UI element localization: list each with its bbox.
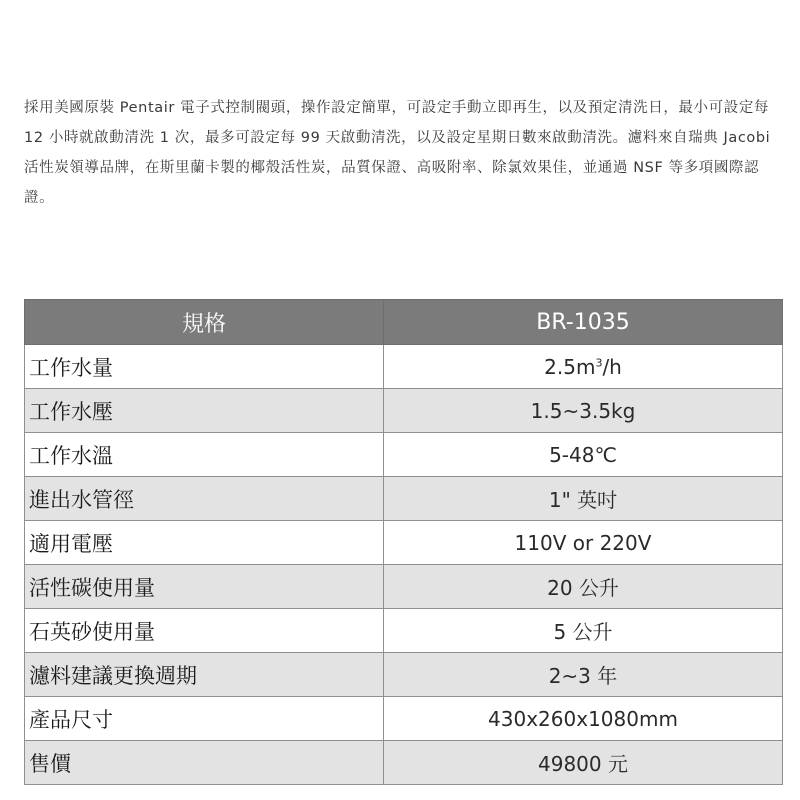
spec-label: 活性碳使用量 xyxy=(25,565,384,609)
spec-value: 1" 英吋 xyxy=(384,477,783,521)
header-label: 規格 xyxy=(25,300,384,345)
spec-label: 產品尺寸 xyxy=(25,697,384,741)
spec-value: 430x260x1080mm xyxy=(384,697,783,741)
spec-label: 工作水壓 xyxy=(25,389,384,433)
spec-table xyxy=(24,299,783,785)
flow-rate-exponent: 3 xyxy=(595,355,603,369)
spec-row-temperature xyxy=(25,433,783,477)
spec-label: 進出水管徑 xyxy=(25,477,384,521)
product-description: 採用美國原裝 Pentair 電子式控制閥頭，操作設定簡單，可設定手動立即再生，以及預定清洗日，最小可設定每 12 小時就啟動清洗 1 次，最多可設定每 99 天啟動清洗，以及設定星期日數來啟動清洗。濾料來自瑞典 Jacobi 活性炭領導品牌，在斯里蘭卡製的椰殼活性炭，品質保證、高吸附率、除氯效果佳，並通過 NSF 等多項國際認證。 xyxy=(24,99,771,206)
spec-row-pipe-diameter xyxy=(25,477,783,521)
header-model: BR-1035 xyxy=(384,300,783,345)
spec-row-flow-rate xyxy=(25,345,783,389)
spec-label: 適用電壓 xyxy=(25,521,384,565)
spec-label: 工作水量 xyxy=(25,345,384,389)
spec-value xyxy=(384,345,783,389)
spec-value: 20 公升 xyxy=(384,565,783,609)
spec-row-replacement-cycle xyxy=(25,653,783,697)
spec-row-carbon-volume xyxy=(25,565,783,609)
spec-value: 2~3 年 xyxy=(384,653,783,697)
spec-label: 濾料建議更換週期 xyxy=(25,653,384,697)
spec-table-header xyxy=(25,300,783,345)
flow-rate-unit: /h xyxy=(602,354,622,379)
spec-label: 售價 xyxy=(25,741,384,785)
spec-value: 49800 元 xyxy=(384,741,783,785)
spec-row-sand-volume xyxy=(25,609,783,653)
spec-row-dimensions xyxy=(25,697,783,741)
spec-row-pressure xyxy=(25,389,783,433)
spec-label: 工作水溫 xyxy=(25,433,384,477)
spec-row-voltage xyxy=(25,521,783,565)
spec-value: 1.5~3.5kg xyxy=(384,389,783,433)
spec-value: 5-48℃ xyxy=(384,433,783,477)
spec-row-price xyxy=(25,741,783,785)
spec-value: 110V or 220V xyxy=(384,521,783,565)
flow-rate-base: 2.5m xyxy=(544,354,596,379)
spec-value: 5 公升 xyxy=(384,609,783,653)
spec-label: 石英砂使用量 xyxy=(25,609,384,653)
